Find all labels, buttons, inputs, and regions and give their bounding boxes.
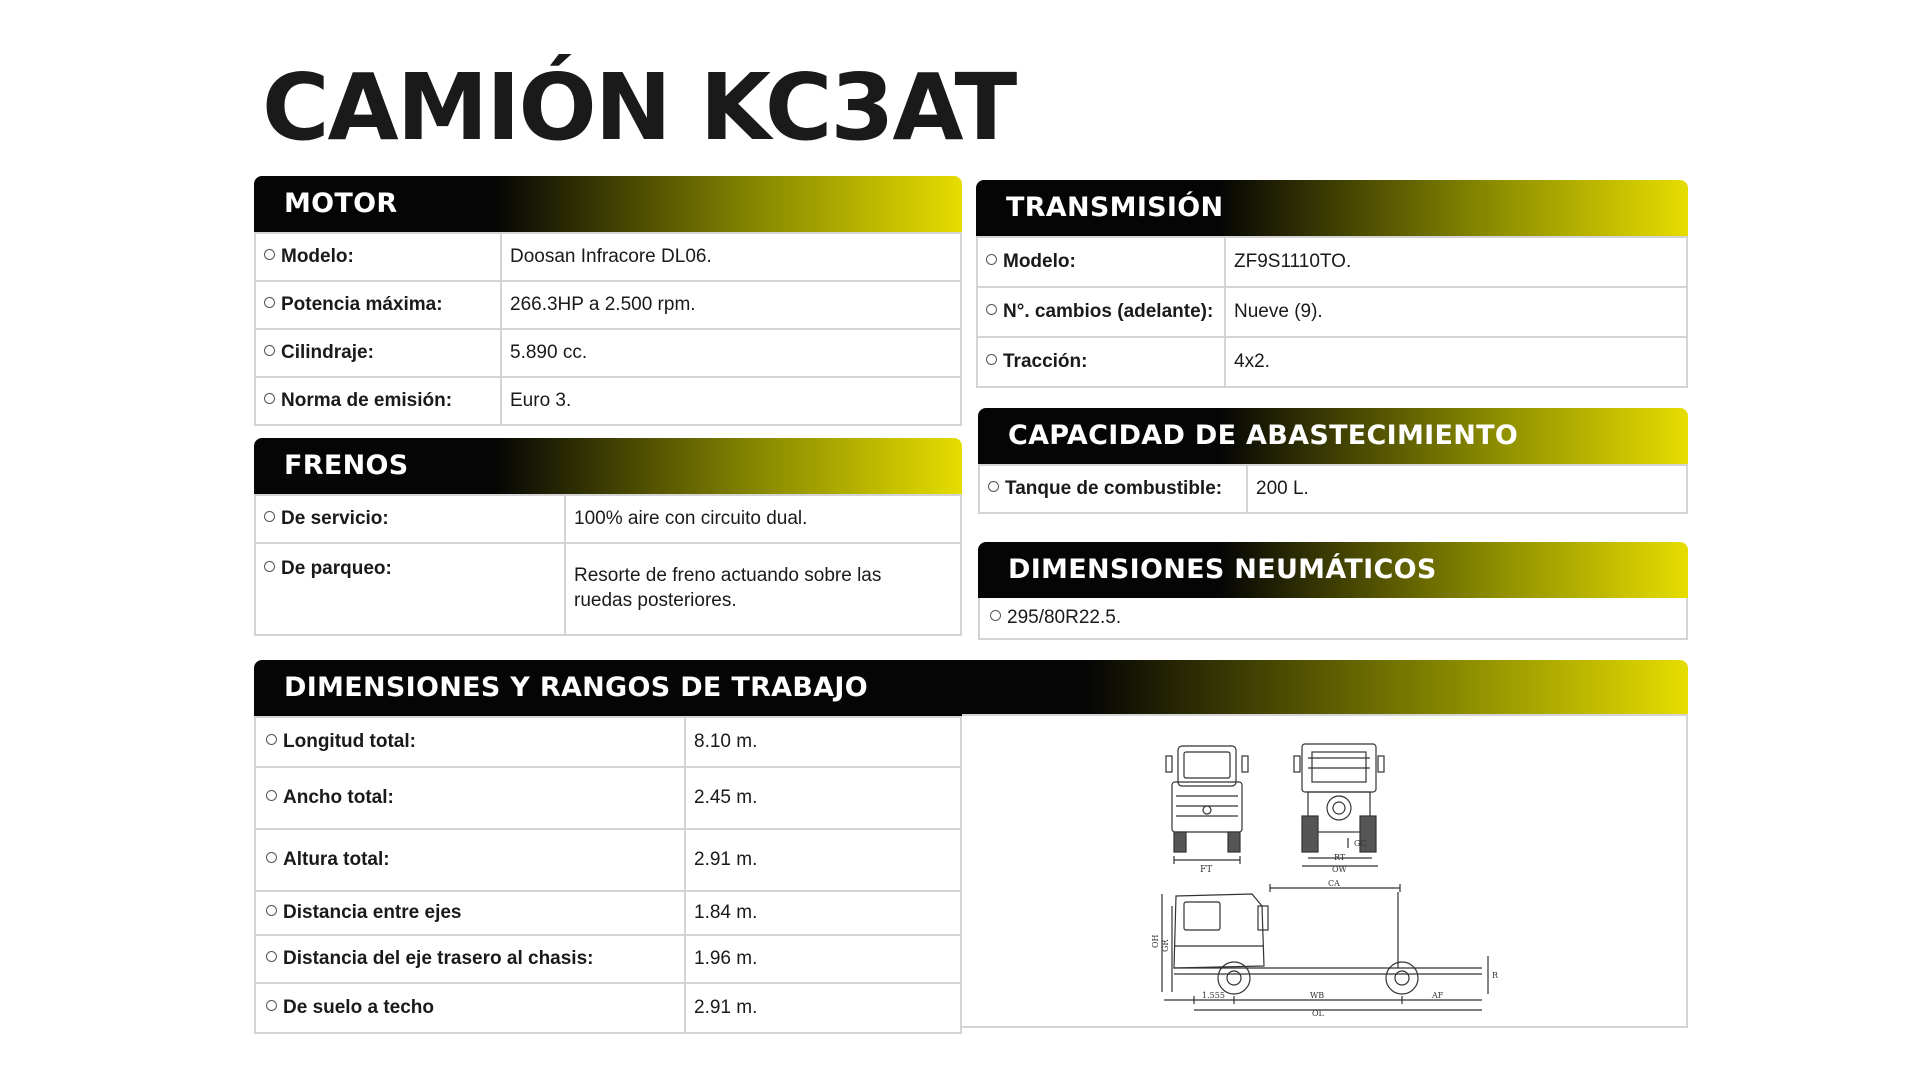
dim-label-r: R — [1492, 971, 1499, 980]
capacidad-header: CAPACIDAD DE ABASTECIMIENTO — [978, 408, 1688, 464]
row-label: Modelo: — [281, 246, 354, 267]
dim-label-gr: GR — [1161, 939, 1170, 952]
table-row — [255, 891, 961, 935]
table-row — [255, 983, 961, 1033]
row-value: Nueve (9). — [1225, 287, 1687, 337]
circle-bullet-icon — [264, 297, 275, 308]
dimensiones-header: DIMENSIONES Y RANGOS DE TRABAJO — [254, 660, 1688, 716]
truck-rear-view — [1294, 744, 1384, 874]
list-item — [978, 598, 1688, 640]
row-label: Distancia entre ejes — [283, 902, 462, 923]
dim-label-1555: 1.555 — [1202, 991, 1225, 1000]
dim-label-ol: OL — [1312, 1009, 1324, 1018]
table-row — [255, 935, 961, 983]
truck-side-view — [1151, 879, 1499, 1018]
table-row — [255, 829, 961, 891]
dim-label-af: AF — [1432, 991, 1444, 1000]
circle-bullet-icon — [986, 304, 997, 315]
table-row — [979, 465, 1687, 513]
row-label: Modelo: — [1003, 251, 1076, 272]
row-value: 4x2. — [1225, 337, 1687, 387]
circle-bullet-icon — [988, 481, 999, 492]
table-row — [255, 543, 961, 635]
row-label: De suelo a techo — [283, 997, 434, 1018]
table-row — [255, 767, 961, 829]
transmision-header: TRANSMISIÓN — [976, 180, 1688, 236]
table-row — [255, 329, 961, 377]
row-value: 200 L. — [1247, 465, 1687, 513]
circle-bullet-icon — [264, 345, 275, 356]
circle-bullet-icon — [264, 393, 275, 404]
circle-bullet-icon — [264, 511, 275, 522]
row-label: Tracción: — [1003, 351, 1088, 372]
circle-bullet-icon — [266, 790, 277, 801]
motor-header: MOTOR — [254, 176, 962, 232]
table-row — [255, 281, 961, 329]
circle-bullet-icon — [990, 610, 1001, 621]
truck-diagram — [962, 716, 1688, 1030]
row-value: Resorte de freno actuando sobre las ruedas posteriores. — [565, 543, 961, 635]
table-row — [255, 717, 961, 767]
circle-bullet-icon — [266, 1000, 277, 1011]
circle-bullet-icon — [266, 951, 277, 962]
row-label: De servicio: — [281, 508, 389, 529]
row-value: 2.91 m. — [685, 983, 961, 1033]
circle-bullet-icon — [266, 905, 277, 916]
table-row — [255, 377, 961, 425]
row-label: N°. cambios (adelante): — [1003, 301, 1214, 322]
neumaticos-header: DIMENSIONES NEUMÁTICOS — [978, 542, 1688, 598]
row-label: Tanque de combustible: — [1005, 478, 1223, 499]
row-label: Longitud total: — [283, 731, 416, 752]
table-row — [977, 337, 1687, 387]
dim-label-ft: FT — [1200, 865, 1213, 875]
frenos-section — [254, 438, 962, 636]
row-value: 2.91 m. — [685, 829, 961, 891]
row-value: Euro 3. — [501, 377, 961, 425]
capacidad-table — [978, 464, 1688, 514]
row-label: Norma de emisión: — [281, 390, 453, 411]
truck-diagram-panel — [962, 714, 1688, 1028]
table-row — [977, 287, 1687, 337]
motor-table — [254, 232, 962, 426]
table-row — [977, 237, 1687, 287]
motor-section — [254, 176, 962, 426]
row-value: 1.84 m. — [685, 891, 961, 935]
dimensiones-table — [254, 716, 962, 1034]
table-row — [255, 233, 961, 281]
row-value: 8.10 m. — [685, 717, 961, 767]
circle-bullet-icon — [986, 254, 997, 265]
dim-label-rt: RT — [1334, 853, 1346, 862]
row-value: 266.3HP a 2.500 rpm. — [501, 281, 961, 329]
row-value: 100% aire con circuito dual. — [565, 495, 961, 543]
row-value: 1.96 m. — [685, 935, 961, 983]
dim-label-ca: CA — [1328, 879, 1340, 888]
frenos-table — [254, 494, 962, 636]
truck-front-view — [1166, 746, 1248, 875]
row-value: Doosan Infracore DL06. — [501, 233, 961, 281]
row-label: Ancho total: — [283, 787, 394, 808]
circle-bullet-icon — [266, 734, 277, 745]
transmision-section — [976, 180, 1688, 388]
row-label: Potencia máxima: — [281, 294, 443, 315]
page-title: CAMIÓN KC3AT — [262, 54, 1016, 161]
capacidad-section — [978, 408, 1688, 514]
row-label: Cilindraje: — [281, 342, 374, 363]
frenos-header: FRENOS — [254, 438, 962, 494]
neumaticos-section — [978, 542, 1688, 640]
dim-label-ow: OW — [1332, 865, 1347, 874]
circle-bullet-icon — [986, 354, 997, 365]
tire-size: 295/80R22.5. — [1007, 607, 1122, 628]
circle-bullet-icon — [266, 852, 277, 863]
circle-bullet-icon — [264, 561, 275, 572]
circle-bullet-icon — [264, 249, 275, 260]
row-label: Distancia del eje trasero al chasis: — [283, 948, 594, 969]
row-value: ZF9S1110TO. — [1225, 237, 1687, 287]
row-label: Altura total: — [283, 849, 390, 870]
row-label: De parqueo: — [281, 558, 392, 579]
row-value: 2.45 m. — [685, 767, 961, 829]
table-row — [255, 495, 961, 543]
transmision-table — [976, 236, 1688, 388]
row-value: 5.890 cc. — [501, 329, 961, 377]
dim-label-wb: WB — [1310, 991, 1325, 1000]
dim-label-oh: OH — [1151, 934, 1160, 948]
dim-label-gc: GC — [1354, 839, 1367, 848]
